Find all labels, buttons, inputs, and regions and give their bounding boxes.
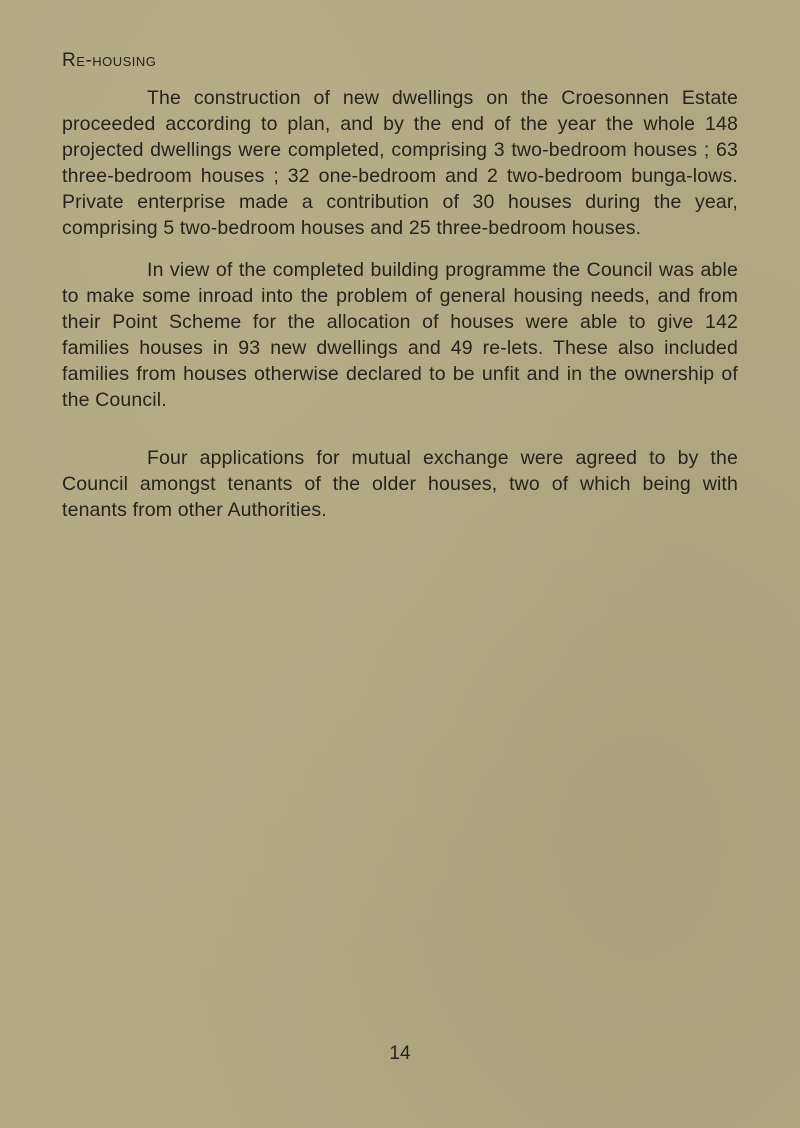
paragraph-construction: The construction of new dwellings on the Croesonnen Estate proceeded according to plan, and by the end of the year the whole 148 projected dwellings were completed, comprising 3 two-bedroom houses ; 63 three-bedroom houses ; 32 one-bedroom and 2 two-bedroom bunga-lows. Private enterprise made a contribution of 30 houses during the year, comprising 5 two-bedroom houses and 25 three-bedroom houses.	[62, 87, 738, 239]
page-number: 14	[389, 1043, 411, 1064]
paragraph-allocation: In view of the completed building programme the Council was able to make some inroad into the problem of general housing needs, and from their Point Scheme for the allocation of houses were able to give 142 families houses in 93 new dwellings and 49 re-lets. These also included families from houses otherwise declared to be unfit and in the ownership of the Council.	[62, 259, 738, 411]
paragraph-mutual-exchange: Four applications for mutual exchange were agreed to by the Council amongst tenants of the older houses, two of which being with tenants from other Authorities.	[62, 447, 738, 521]
section-heading: Re-housing	[62, 50, 157, 71]
